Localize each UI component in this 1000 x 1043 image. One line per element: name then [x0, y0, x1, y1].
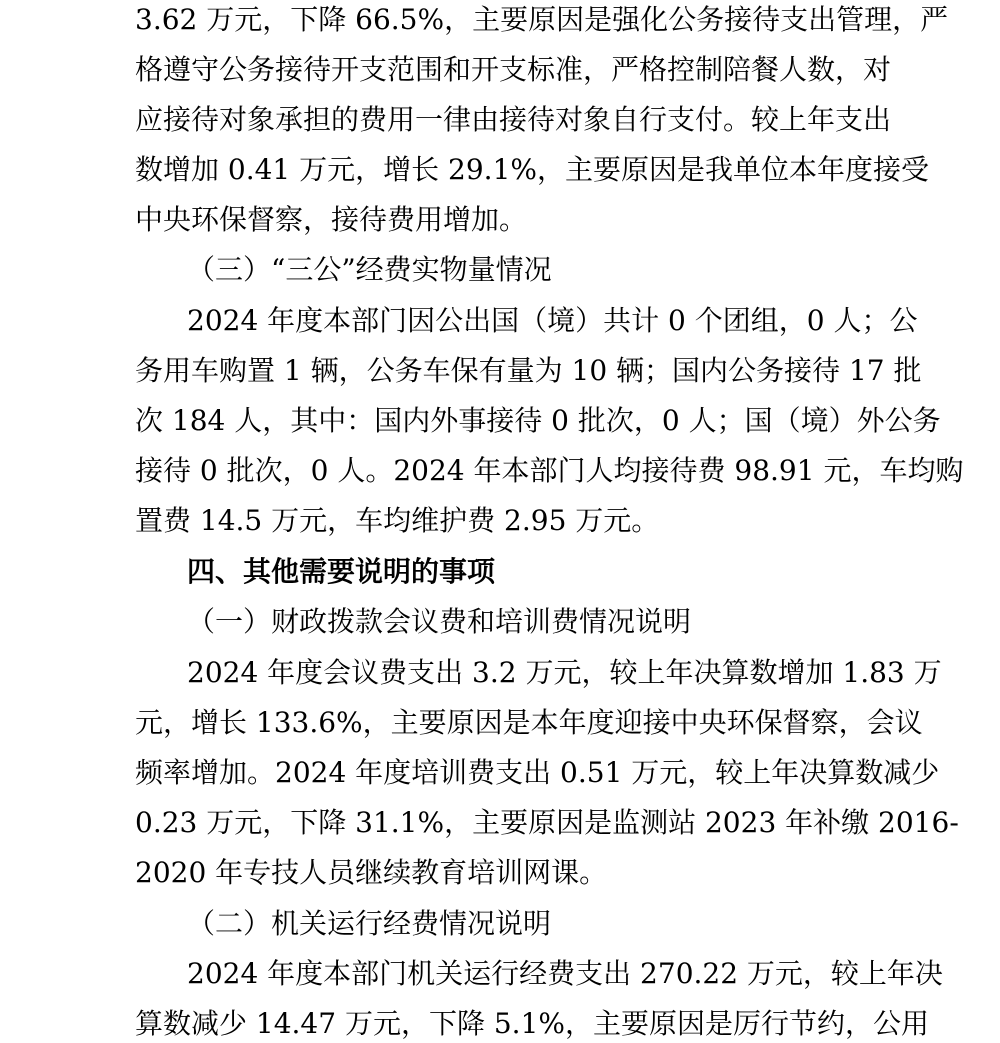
paragraph-line: 应接待对象承担的费用一律由接待对象自行支付。较上年支出	[135, 103, 892, 136]
part-heading-4: 四、其他需要说明的事项	[187, 555, 496, 588]
paragraph-line: 算数减少 14.47 万元，下降 5.1%，主要原因是厉行节约，公用	[135, 1007, 929, 1040]
paragraph-line: 2020 年专技人员继续教育培训网课。	[135, 856, 608, 889]
paragraph-line: 次 184 人，其中：国内外事接待 0 批次，0 人；国（境）外公务	[135, 404, 941, 437]
paragraph-line: 3.62 万元，下降 66.5%，主要原因是强化公务接待支出管理，严	[135, 3, 949, 36]
paragraph-line: 数增加 0.41 万元，增长 29.1%，主要原因是我单位本年度接受	[135, 153, 929, 186]
sub-heading-1: （一）财政拨款会议费和培训费情况说明	[187, 605, 692, 638]
paragraph-line: 频率增加。2024 年度培训费支出 0.51 万元，较上年决算数减少	[135, 756, 940, 789]
paragraph-line: 中央环保督察，接待费用增加。	[135, 203, 528, 236]
paragraph-line: 元，增长 133.6%，主要原因是本年度迎接中央环保督察，会议	[135, 706, 923, 739]
paragraph-line: 0.23 万元，下降 31.1%，主要原因是监测站 2023 年补缴 2016-	[135, 806, 959, 839]
paragraph-line: 2024 年度会议费支出 3.2 万元，较上年决算数增加 1.83 万	[187, 656, 942, 689]
paragraph-line: 2024 年度本部门机关运行经费支出 270.22 万元，较上年决	[187, 957, 943, 990]
paragraph-line: 接待 0 批次，0 人。2024 年本部门人均接待费 98.91 元，车均购	[135, 454, 964, 487]
paragraph-line: 格遵守公务接待开支范围和开支标准，严格控制陪餐人数，对	[135, 53, 892, 86]
paragraph-line: 2024 年度本部门因公出国（境）共计 0 个团组，0 人；公	[187, 304, 918, 337]
section-heading-3: （三）“三公”经费实物量情况	[187, 253, 552, 286]
paragraph-line: 置费 14.5 万元，车均维护费 2.95 万元。	[135, 504, 660, 537]
sub-heading-2: （二）机关运行经费情况说明	[187, 907, 552, 940]
paragraph-line: 务用车购置 1 辆，公务车保有量为 10 辆；国内公务接待 17 批	[135, 354, 922, 387]
